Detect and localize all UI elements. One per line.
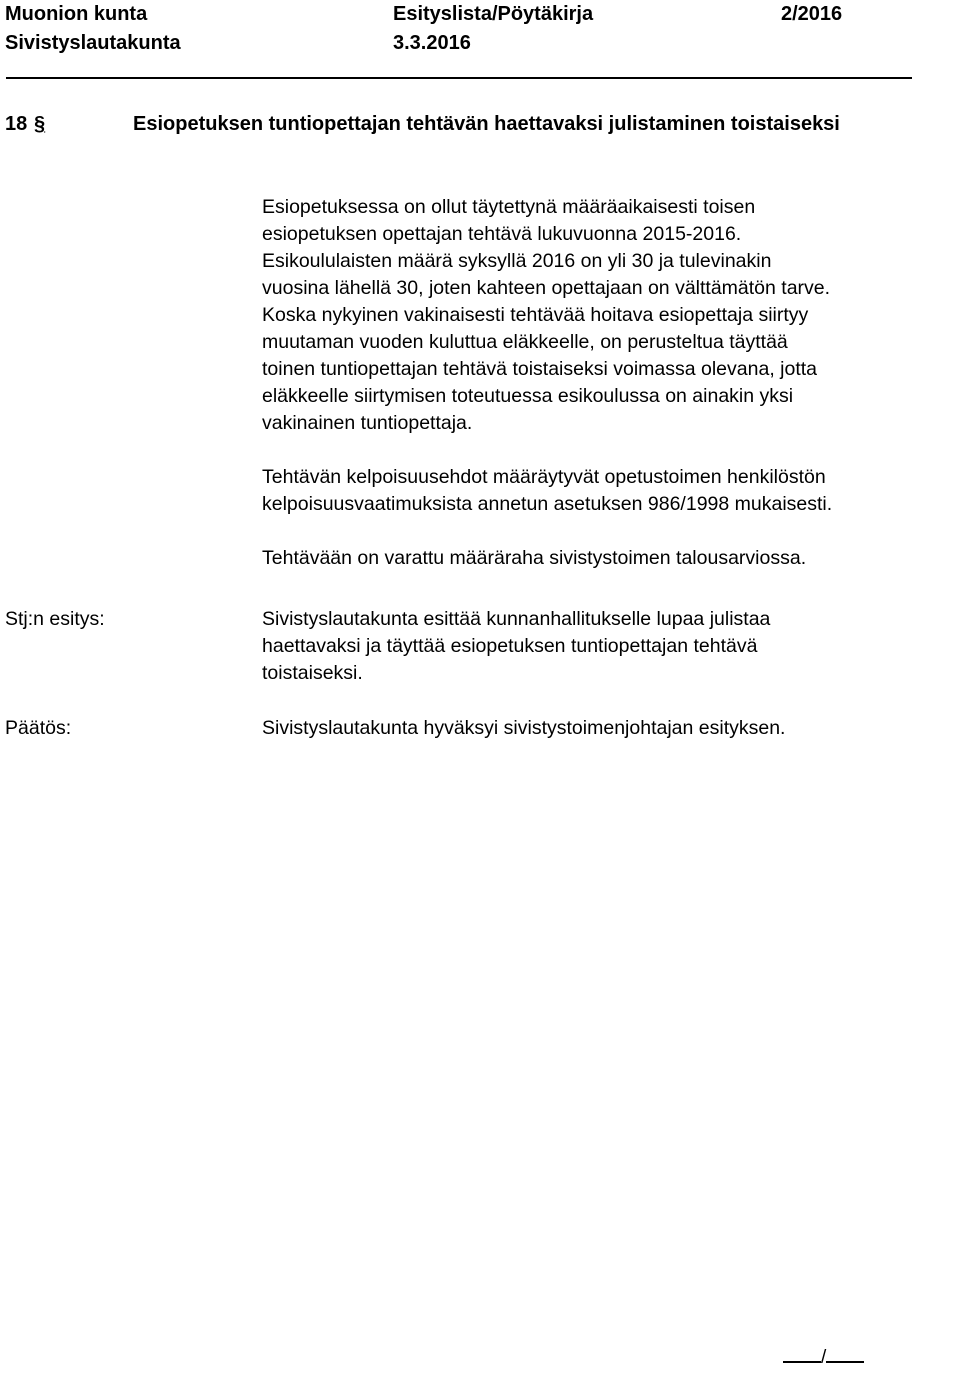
body-line: Tehtävän kelpoisuusehdot määräytyvät opetustoimen henkilöstön <box>262 466 826 488</box>
paragraph-qualifications <box>262 464 960 518</box>
body-line: Esikoululaisten määrä syksyllä 2016 on yli 30 ja tulevinakin <box>262 250 772 272</box>
header-divider <box>6 77 912 79</box>
board-name: Sivistyslautakunta <box>5 32 181 54</box>
municipality-name: Muonion kunta <box>5 3 148 25</box>
body-line: kelpoisuusvaatimuksista annetun asetuksen 986/1998 mukaisesti. <box>262 493 833 515</box>
paragraph-background <box>262 194 960 437</box>
signature-initials <box>783 1343 864 1370</box>
body-line: vakinainen tuntiopettaja. <box>262 412 473 434</box>
decision-text <box>262 715 960 742</box>
body-line: toinen tuntiopettajan tehtävä toistaiseksi voimassa olevana, jotta <box>262 358 818 380</box>
document-type: Esityslista/Pöytäkirja <box>393 3 594 25</box>
section-number: 18 <box>5 113 28 135</box>
initials-blank-left[interactable] <box>783 1343 821 1363</box>
body-line: Esiopetuksessa on ollut täytettynä määräaikaisesti toisen <box>262 196 756 218</box>
proposal-label: Stj:n esitys: <box>5 608 105 630</box>
decision-line: Sivistyslautakunta hyväksyi sivistystoimenjohtajan esityksen. <box>262 717 786 739</box>
body-line: Koska nykyinen vakinaisesti tehtävää hoitava esiopettaja siirtyy <box>262 304 809 326</box>
decision-label: Päätös: <box>5 717 72 739</box>
body-text <box>262 194 960 599</box>
proposal-text <box>262 606 960 687</box>
body-line: eläkkeelle siirtymisen toteutuessa esikoulussa on ainakin yksi <box>262 385 794 407</box>
proposal-line: toistaiseksi. <box>262 662 363 684</box>
body-line: vuosina lähellä 30, joten kahteen opettajaan on välttämätön tarve. <box>262 277 831 299</box>
section-mark: § <box>34 113 46 135</box>
body-line: Tehtävään on varattu määräraha sivistystoimen talousarviossa. <box>262 547 807 569</box>
paragraph-budget <box>262 545 960 572</box>
initials-separator: / <box>821 1347 827 1368</box>
body-line: muutaman vuoden kuluttua eläkkeelle, on perusteltua täyttää <box>262 331 788 353</box>
meeting-date: 3.3.2016 <box>393 32 471 54</box>
proposal-line: Sivistyslautakunta esittää kunnanhallitukselle lupaa julistaa <box>262 608 771 630</box>
initials-blank-right[interactable] <box>826 1343 864 1363</box>
proposal-line: haettavaksi ja täyttää esiopetuksen tuntiopettajan tehtävä <box>262 635 758 657</box>
body-line: esiopetuksen opettajan tehtävä lukuvuonna 2015-2016. <box>262 223 742 245</box>
section-title: Esiopetuksen tuntiopettajan tehtävän haettavaksi julistaminen toistaiseksi <box>133 113 840 135</box>
document-number: 2/2016 <box>781 3 843 25</box>
